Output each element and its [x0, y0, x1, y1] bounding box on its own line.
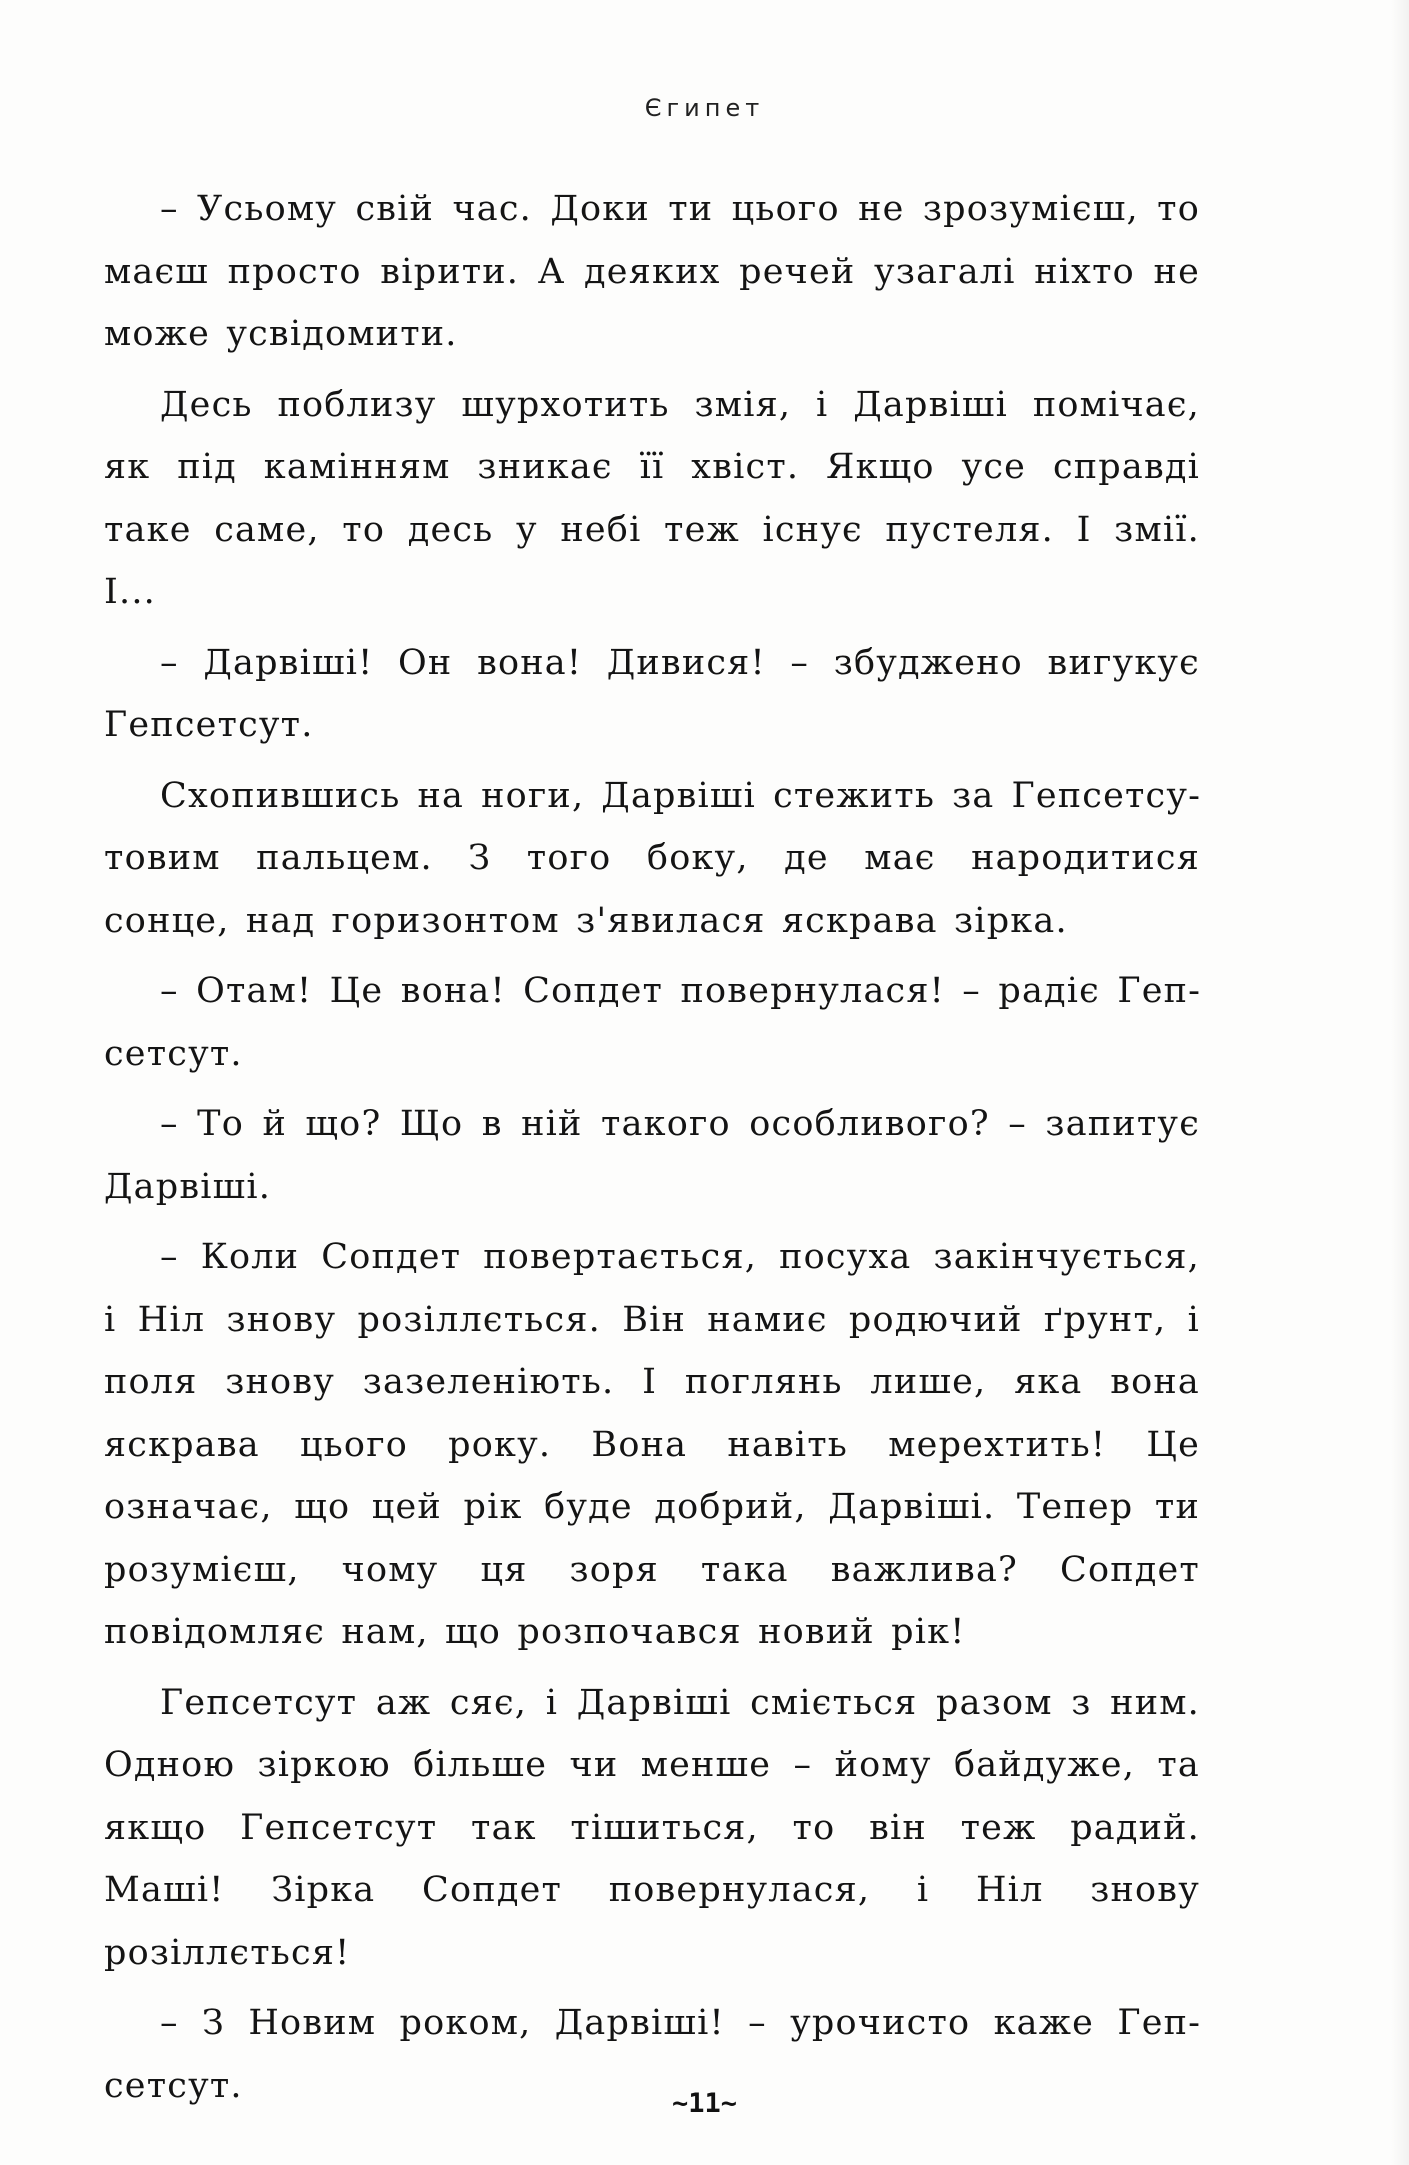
- page-number: ~11~: [671, 2088, 738, 2119]
- paragraph: Схопившись на ноги, Дарвіші стежить за Гепсетсутовим пальцем. З того боку, де має народитися сонце, над горизонтом з'явилася яскрава зірка.: [104, 775, 1200, 941]
- body-text: [104, 178, 1200, 2125]
- paragraph: – То й що? Що в ній такого особливого? – запитує Дарвіші.: [104, 1104, 1200, 1207]
- paragraph: – Усьому свій час. Доки ти цього не зрозумієш, то маєш просто вірити. А деяких речей узагалі ніхто не може усвідомити.: [104, 189, 1200, 354]
- running-head: Єгипет: [644, 94, 765, 122]
- paragraph: – Дарвіші! Он вона! Дивися! – збуджено вигукує Гепсетсут.: [104, 642, 1200, 745]
- paragraph: Десь поблизу шурхотить змія, і Дарвіші помічає, як під камінням зникає її хвіст. Якщо усе справді таке саме, то десь у небі теж існує пустеля. І змії. І...: [104, 384, 1200, 612]
- paragraph: – Отам! Це вона! Сопдет повернулася! – радіє Гепсетсут.: [104, 971, 1200, 1074]
- page-edge-shadow: [1391, 0, 1409, 2165]
- paragraph: – Коли Сопдет повертається, посуха закінчується, і Ніл знову розіллється. Він намиє родючий ґрунт, і поля знову зазеленіють. І поглянь лише, яка вона яскрава цього року. Вона навіть мерехтить! Це означає, що цей рік буде добрий, Дарвіші. Тепер ти розумієш, чому ця зоря така важлива? Сопдет повідомляє нам, що розпочався новий рік!: [104, 1237, 1200, 1652]
- paragraph: Гепсетсут аж сяє, і Дарвіші сміється разом з ним. Одною зіркою більше чи менше – йому байдуже, та якщо Гепсетсут так тішиться, то він теж радий. Маші! Зірка Сопдет повернулася, і Ніл знову розіллється!: [104, 1682, 1200, 1973]
- paragraph: – З Новим роком, Дарвіші! – урочисто каже Гепсетсут.: [104, 2003, 1200, 2106]
